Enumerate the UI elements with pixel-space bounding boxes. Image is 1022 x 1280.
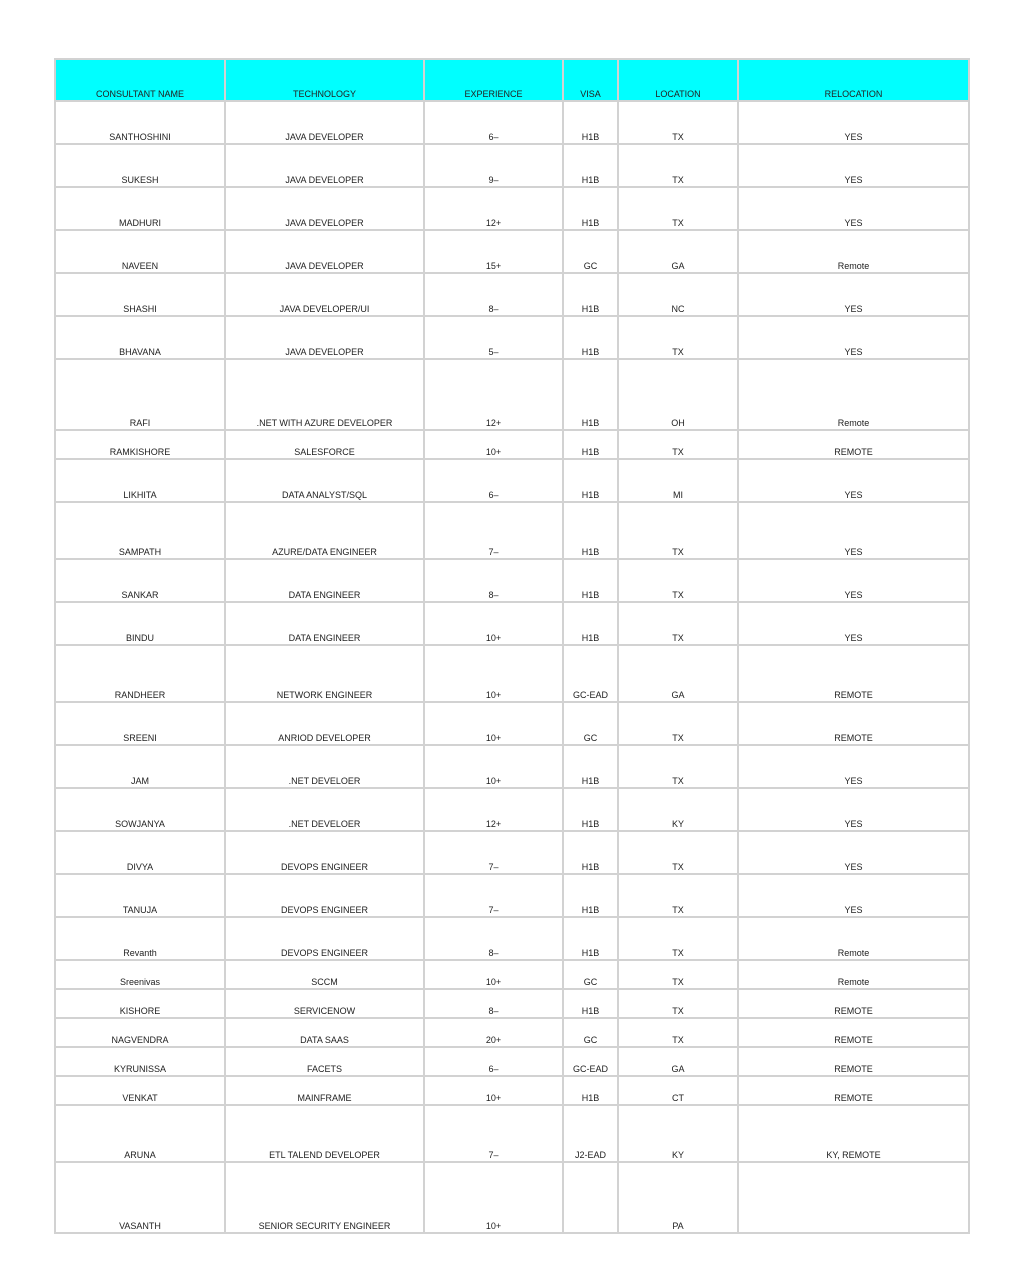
cell-location: KY	[618, 1105, 738, 1162]
cell-relocation: REMOTE	[738, 1047, 969, 1076]
column-header-consultant-name: CONSULTANT NAME	[55, 59, 225, 101]
cell-relocation: Remote	[738, 230, 969, 273]
cell-visa: H1B	[563, 273, 618, 316]
cell-consultant-name: LIKHITA	[55, 459, 225, 502]
cell-consultant-name: RAMKISHORE	[55, 430, 225, 459]
cell-experience: 12+	[424, 788, 563, 831]
cell-visa: H1B	[563, 831, 618, 874]
cell-relocation: Remote	[738, 359, 969, 430]
cell-consultant-name: RANDHEER	[55, 645, 225, 702]
cell-technology: DATA ENGINEER	[225, 602, 424, 645]
table-row	[55, 230, 969, 273]
cell-location: TX	[618, 960, 738, 989]
cell-visa: H1B	[563, 917, 618, 960]
cell-experience: 6–	[424, 1047, 563, 1076]
cell-relocation: YES	[738, 559, 969, 602]
cell-technology: JAVA DEVELOPER	[225, 187, 424, 230]
cell-visa: GC	[563, 702, 618, 745]
cell-consultant-name: DIVYA	[55, 831, 225, 874]
cell-experience: 9–	[424, 144, 563, 187]
cell-location: TX	[618, 316, 738, 359]
cell-consultant-name: VENKAT	[55, 1076, 225, 1105]
cell-location: TX	[618, 187, 738, 230]
cell-experience: 6–	[424, 459, 563, 502]
cell-consultant-name: VASANTH	[55, 1162, 225, 1233]
table-row	[55, 602, 969, 645]
cell-relocation: YES	[738, 459, 969, 502]
table-row	[55, 430, 969, 459]
cell-relocation	[738, 1162, 969, 1233]
cell-relocation: REMOTE	[738, 430, 969, 459]
cell-experience: 20+	[424, 1018, 563, 1047]
cell-visa: GC-EAD	[563, 1047, 618, 1076]
cell-consultant-name: Revanth	[55, 917, 225, 960]
cell-consultant-name: MADHURI	[55, 187, 225, 230]
cell-experience: 10+	[424, 602, 563, 645]
cell-consultant-name: KISHORE	[55, 989, 225, 1018]
cell-location: TX	[618, 101, 738, 144]
cell-relocation: YES	[738, 144, 969, 187]
cell-location: TX	[618, 559, 738, 602]
cell-visa: H1B	[563, 359, 618, 430]
cell-technology: DATA ANALYST/SQL	[225, 459, 424, 502]
cell-location: PA	[618, 1162, 738, 1233]
cell-consultant-name: ARUNA	[55, 1105, 225, 1162]
table-row	[55, 1162, 969, 1233]
cell-visa: H1B	[563, 602, 618, 645]
cell-experience: 10+	[424, 702, 563, 745]
column-header-relocation: RELOCATION	[738, 59, 969, 101]
cell-consultant-name: BHAVANA	[55, 316, 225, 359]
cell-visa: GC	[563, 230, 618, 273]
cell-location: TX	[618, 874, 738, 917]
table-row	[55, 645, 969, 702]
cell-experience: 10+	[424, 960, 563, 989]
cell-consultant-name: RAFI	[55, 359, 225, 430]
cell-location: TX	[618, 502, 738, 559]
cell-technology: FACETS	[225, 1047, 424, 1076]
cell-location: GA	[618, 1047, 738, 1076]
cell-technology: DATA ENGINEER	[225, 559, 424, 602]
cell-technology: SENIOR SECURITY ENGINEER	[225, 1162, 424, 1233]
cell-experience: 5–	[424, 316, 563, 359]
cell-technology: JAVA DEVELOPER/UI	[225, 273, 424, 316]
cell-technology: DEVOPS ENGINEER	[225, 917, 424, 960]
cell-visa: H1B	[563, 144, 618, 187]
cell-location: TX	[618, 430, 738, 459]
cell-location: TX	[618, 144, 738, 187]
table-row	[55, 788, 969, 831]
cell-relocation: Remote	[738, 960, 969, 989]
cell-location: TX	[618, 917, 738, 960]
cell-relocation: YES	[738, 502, 969, 559]
table-row	[55, 960, 969, 989]
cell-consultant-name: SOWJANYA	[55, 788, 225, 831]
cell-location: NC	[618, 273, 738, 316]
table-row	[55, 1047, 969, 1076]
cell-technology: SALESFORCE	[225, 430, 424, 459]
cell-experience: 8–	[424, 559, 563, 602]
table-row	[55, 917, 969, 960]
table-row	[55, 187, 969, 230]
column-header-visa: VISA	[563, 59, 618, 101]
table-row	[55, 559, 969, 602]
cell-location: TX	[618, 1018, 738, 1047]
cell-relocation: KY, REMOTE	[738, 1105, 969, 1162]
cell-consultant-name: SUKESH	[55, 144, 225, 187]
cell-relocation: REMOTE	[738, 702, 969, 745]
cell-technology: AZURE/DATA ENGINEER	[225, 502, 424, 559]
cell-technology: DEVOPS ENGINEER	[225, 831, 424, 874]
cell-technology: DEVOPS ENGINEER	[225, 874, 424, 917]
table-row	[55, 459, 969, 502]
table-row	[55, 989, 969, 1018]
cell-visa: H1B	[563, 745, 618, 788]
cell-visa: H1B	[563, 316, 618, 359]
column-header-experience: EXPERIENCE	[424, 59, 563, 101]
cell-visa: H1B	[563, 874, 618, 917]
cell-technology: MAINFRAME	[225, 1076, 424, 1105]
cell-relocation: YES	[738, 602, 969, 645]
cell-experience: 12+	[424, 359, 563, 430]
cell-experience: 10+	[424, 430, 563, 459]
cell-visa: H1B	[563, 459, 618, 502]
cell-visa	[563, 1162, 618, 1233]
cell-location: OH	[618, 359, 738, 430]
table-body	[55, 101, 969, 1233]
cell-relocation: YES	[738, 273, 969, 316]
cell-relocation: YES	[738, 101, 969, 144]
cell-consultant-name: SAMPATH	[55, 502, 225, 559]
cell-relocation: REMOTE	[738, 989, 969, 1018]
cell-technology: JAVA DEVELOPER	[225, 144, 424, 187]
cell-visa: GC-EAD	[563, 645, 618, 702]
cell-relocation: YES	[738, 745, 969, 788]
cell-relocation: REMOTE	[738, 645, 969, 702]
cell-experience: 10+	[424, 1076, 563, 1105]
cell-relocation: YES	[738, 874, 969, 917]
cell-experience: 12+	[424, 187, 563, 230]
cell-experience: 7–	[424, 831, 563, 874]
cell-technology: NETWORK ENGINEER	[225, 645, 424, 702]
column-header-technology: TECHNOLOGY	[225, 59, 424, 101]
cell-visa: H1B	[563, 187, 618, 230]
cell-consultant-name: SANTHOSHINI	[55, 101, 225, 144]
cell-location: GA	[618, 645, 738, 702]
table-row	[55, 702, 969, 745]
cell-relocation: YES	[738, 187, 969, 230]
cell-consultant-name: SANKAR	[55, 559, 225, 602]
cell-experience: 10+	[424, 1162, 563, 1233]
table-row	[55, 1105, 969, 1162]
cell-experience: 10+	[424, 745, 563, 788]
cell-technology: .NET DEVELOER	[225, 745, 424, 788]
cell-experience: 6–	[424, 101, 563, 144]
cell-consultant-name: KYRUNISSA	[55, 1047, 225, 1076]
cell-relocation: YES	[738, 316, 969, 359]
table-row	[55, 144, 969, 187]
cell-consultant-name: Sreenivas	[55, 960, 225, 989]
cell-location: TX	[618, 702, 738, 745]
table-row	[55, 1018, 969, 1047]
cell-experience: 10+	[424, 645, 563, 702]
cell-technology: JAVA DEVELOPER	[225, 230, 424, 273]
cell-location: CT	[618, 1076, 738, 1105]
cell-technology: .NET WITH AZURE DEVELOPER	[225, 359, 424, 430]
header-row	[55, 59, 969, 101]
cell-experience: 8–	[424, 273, 563, 316]
cell-visa: H1B	[563, 430, 618, 459]
cell-location: GA	[618, 230, 738, 273]
cell-visa: H1B	[563, 101, 618, 144]
cell-technology: SCCM	[225, 960, 424, 989]
cell-consultant-name: NAVEEN	[55, 230, 225, 273]
cell-technology: JAVA DEVELOPER	[225, 316, 424, 359]
cell-location: TX	[618, 745, 738, 788]
cell-location: TX	[618, 602, 738, 645]
cell-experience: 8–	[424, 989, 563, 1018]
cell-location: TX	[618, 989, 738, 1018]
cell-relocation: REMOTE	[738, 1076, 969, 1105]
table-row	[55, 502, 969, 559]
cell-visa: H1B	[563, 559, 618, 602]
cell-technology: DATA SAAS	[225, 1018, 424, 1047]
table-header	[55, 59, 969, 101]
cell-consultant-name: NAGVENDRA	[55, 1018, 225, 1047]
cell-technology: ANRIOD DEVELOPER	[225, 702, 424, 745]
cell-consultant-name: SHASHI	[55, 273, 225, 316]
cell-visa: J2-EAD	[563, 1105, 618, 1162]
cell-experience: 7–	[424, 1105, 563, 1162]
cell-location: TX	[618, 831, 738, 874]
table-row	[55, 316, 969, 359]
cell-consultant-name: JAM	[55, 745, 225, 788]
cell-location: KY	[618, 788, 738, 831]
cell-relocation: YES	[738, 788, 969, 831]
table-row	[55, 831, 969, 874]
table-row	[55, 101, 969, 144]
cell-visa: GC	[563, 1018, 618, 1047]
table-row	[55, 359, 969, 430]
cell-experience: 8–	[424, 917, 563, 960]
table-row	[55, 874, 969, 917]
cell-visa: H1B	[563, 989, 618, 1018]
cell-visa: GC	[563, 960, 618, 989]
cell-visa: H1B	[563, 1076, 618, 1105]
cell-relocation: REMOTE	[738, 1018, 969, 1047]
table-row	[55, 1076, 969, 1105]
cell-technology: JAVA DEVELOPER	[225, 101, 424, 144]
table-row	[55, 273, 969, 316]
cell-experience: 15+	[424, 230, 563, 273]
cell-technology: .NET DEVELOER	[225, 788, 424, 831]
column-header-location: LOCATION	[618, 59, 738, 101]
cell-consultant-name: SREENI	[55, 702, 225, 745]
cell-experience: 7–	[424, 502, 563, 559]
cell-visa: H1B	[563, 788, 618, 831]
cell-location: MI	[618, 459, 738, 502]
cell-technology: ETL TALEND DEVELOPER	[225, 1105, 424, 1162]
cell-technology: SERVICENOW	[225, 989, 424, 1018]
cell-consultant-name: BINDU	[55, 602, 225, 645]
consultant-table	[54, 58, 970, 1234]
cell-relocation: Remote	[738, 917, 969, 960]
cell-experience: 7–	[424, 874, 563, 917]
table-row	[55, 745, 969, 788]
cell-relocation: YES	[738, 831, 969, 874]
cell-visa: H1B	[563, 502, 618, 559]
cell-consultant-name: TANUJA	[55, 874, 225, 917]
